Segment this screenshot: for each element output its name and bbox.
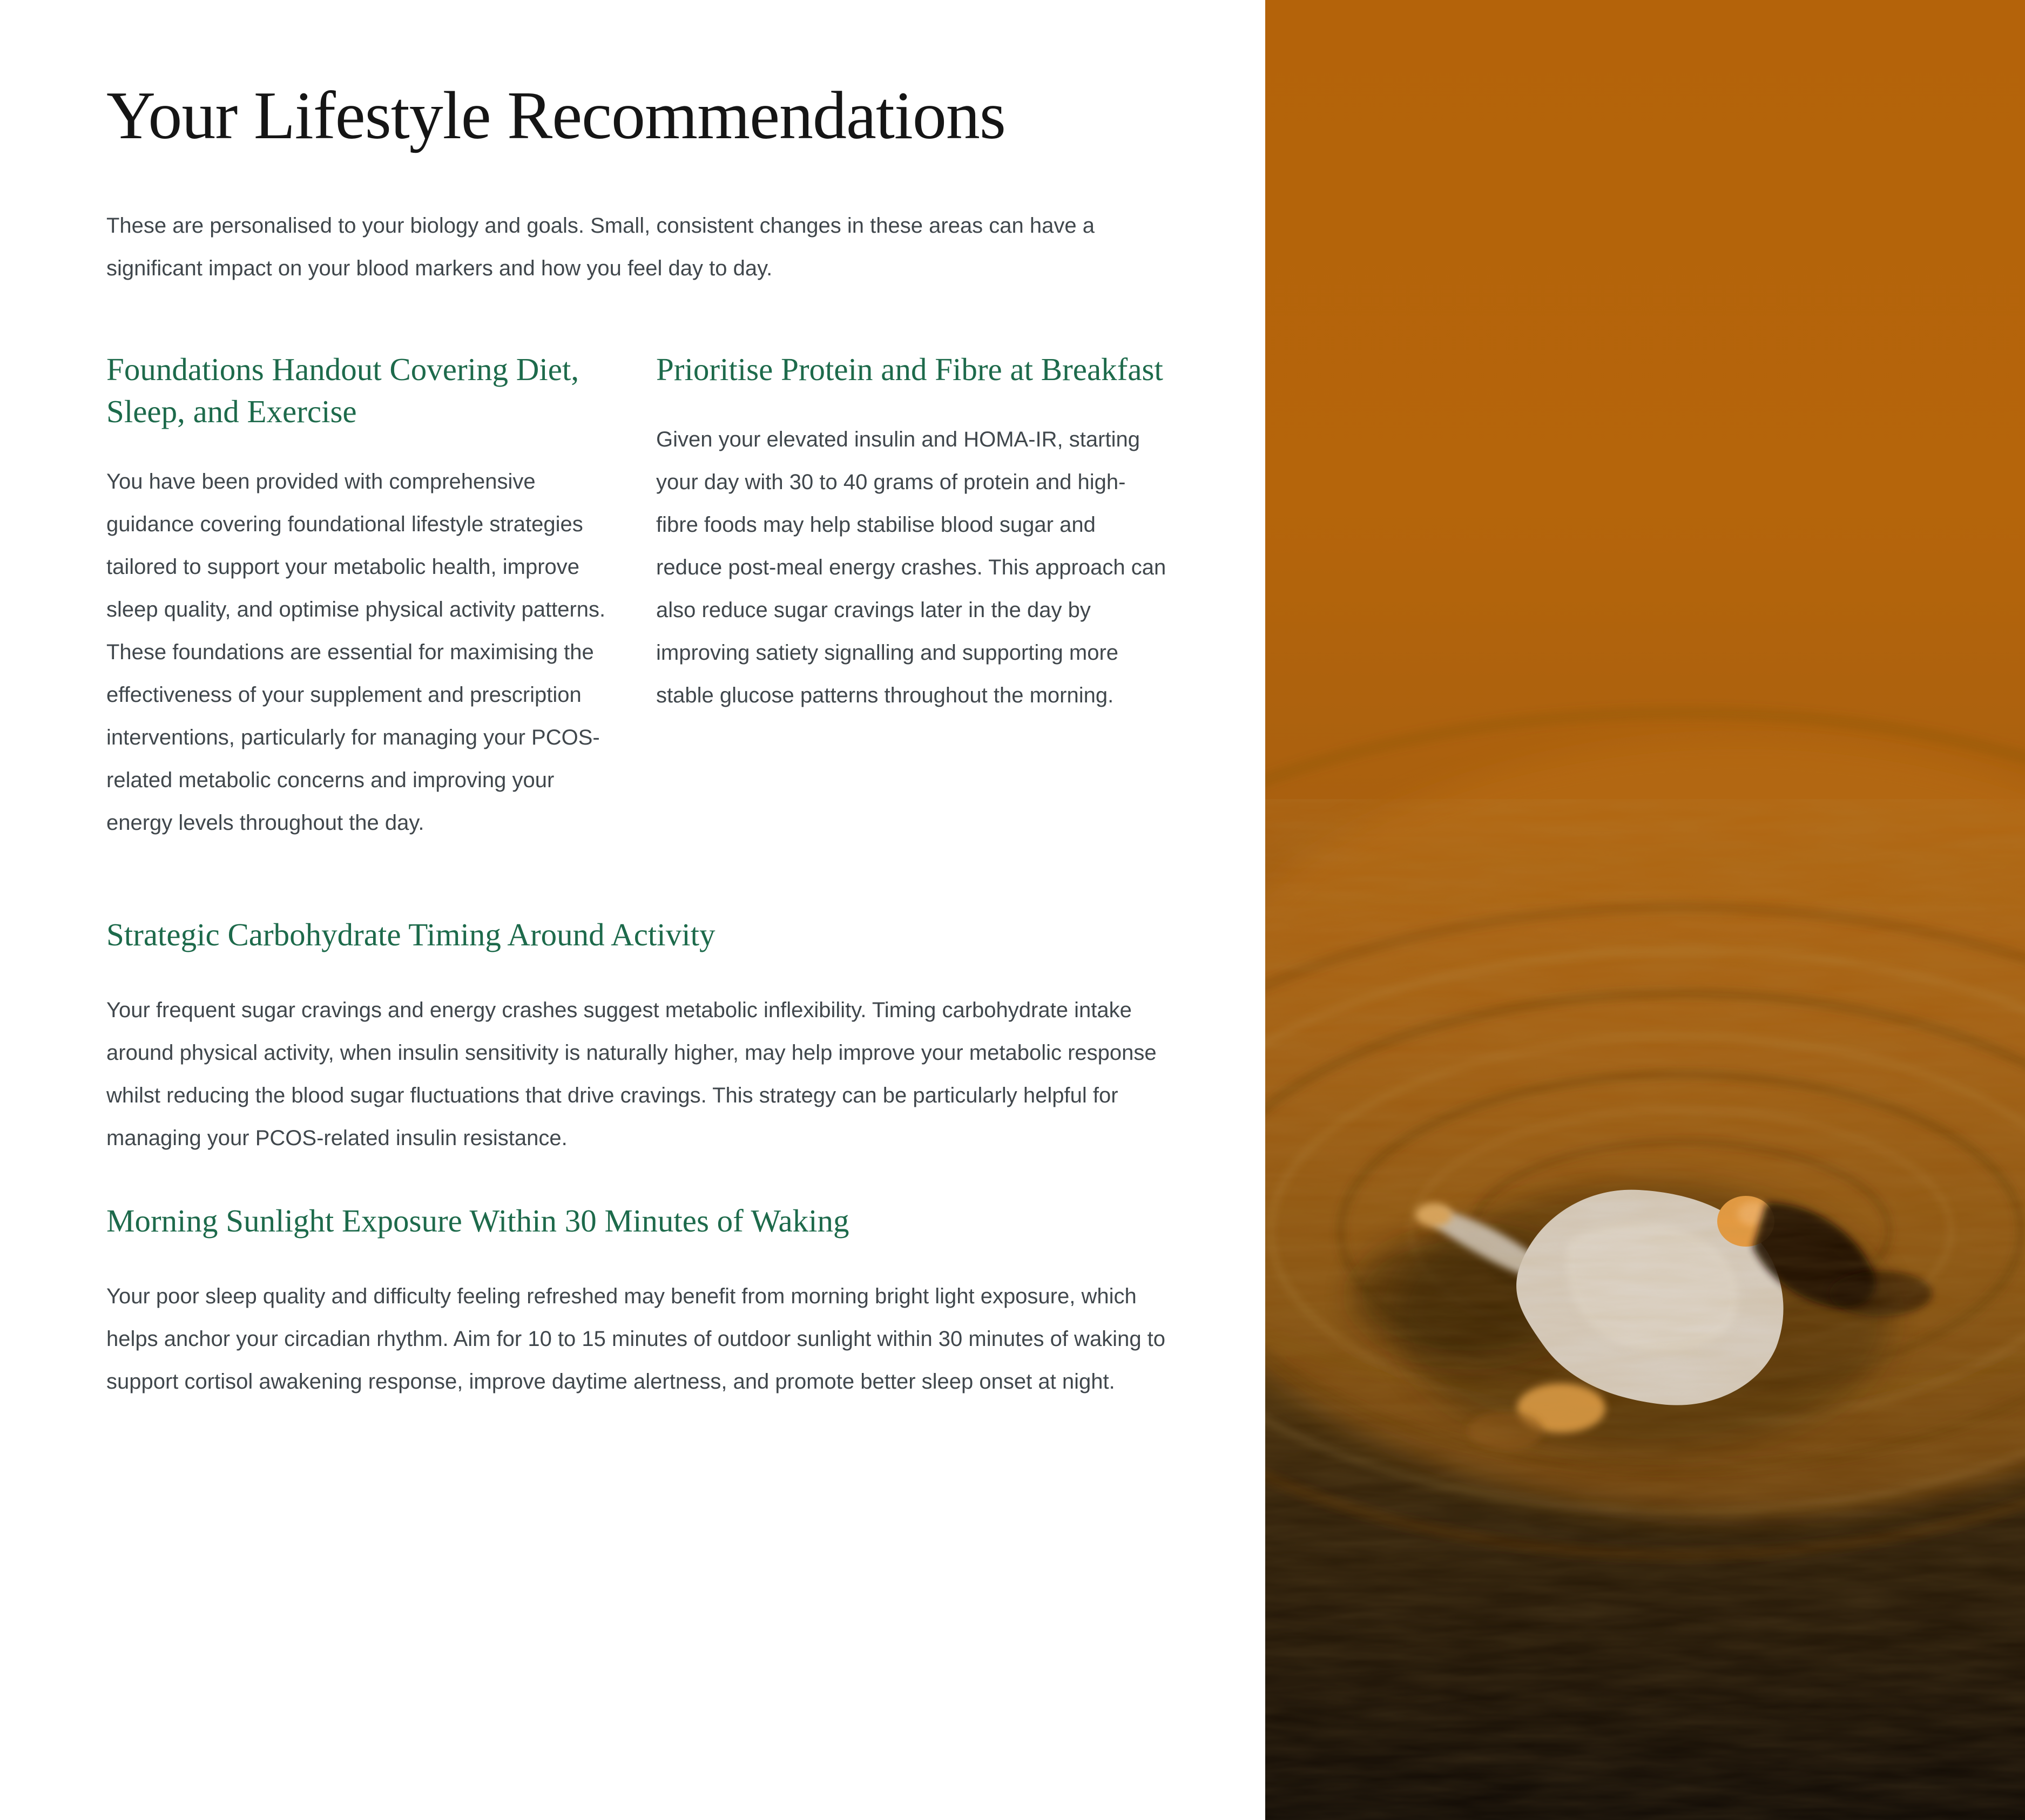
recommendation-heading: Foundations Handout Covering Diet, Sleep, and Exercise	[106, 351, 579, 430]
recommendation-body: Your frequent sugar cravings and energy crashes suggest metabolic inflexibility. Timing carbohydrate intake around physical activity, when insulin sensitivity is naturally higher, may help improve your metabolic response whilst reducing the blood sugar fluctuations that drive cravings. This strategy can be particularly helpful for managing your PCOS-related insulin resistance.	[106, 998, 1157, 1151]
page-title: Your Lifestyle Recommendations	[106, 78, 1005, 153]
water-texture	[1265, 799, 2025, 1820]
recommendation-card-carb-timing	[106, 914, 1166, 1160]
recommendation-body: Given your elevated insulin and HOMA-IR, starting your day with 30 to 40 grams of protein and high-fibre foods may help stabilise blood sugar and reduce post-meal energy crashes. This approach can also reduce sugar cravings later in the day by improving satiety signalling and supporting more stable glucose patterns throughout the morning.	[656, 428, 1166, 708]
recommendation-body: You have been provided with comprehensive guidance covering foundational lifestyle strategies tailored to support your metabolic health, improve sleep quality, and optimise physical activity patterns. These foundations are essential for maximising the effectiveness of your supplement and prescription interventions, particularly for managing your PCOS-related metabolic concerns and improving your energy levels throughout the day.	[106, 470, 606, 835]
recommendation-card-morning-sunlight	[106, 1200, 1166, 1403]
recommendation-body: Your poor sleep quality and difficulty feeling refreshed may benefit from morning bright light exposure, which helps anchor your circadian rhythm. Aim for 10 to 15 minutes of outdoor sunlight within 30 minutes of waking to support cortisol awakening response, improve daytime alertness, and promote better sleep onset at night.	[106, 1284, 1166, 1394]
floating-person-photo	[1265, 0, 2025, 1820]
floating-person-photo-art	[1265, 0, 2025, 1820]
recommendation-heading: Prioritise Protein and Fibre at Breakfast	[656, 351, 1163, 388]
intro-paragraph: These are personalised to your biology and goals. Small, consistent changes in these areas can have a significant impact on your blood markers and how you feel day to day.	[106, 214, 1095, 281]
recommendation-card-protein-breakfast	[656, 348, 1166, 844]
recommendations-grid	[106, 348, 1166, 844]
recommendation-heading: Morning Sunlight Exposure Within 30 Minutes of Waking	[106, 1203, 849, 1239]
recommendation-heading: Strategic Carbohydrate Timing Around Activity	[106, 917, 716, 953]
content-column	[106, 0, 1166, 1403]
recommendation-card-foundations	[106, 348, 617, 844]
